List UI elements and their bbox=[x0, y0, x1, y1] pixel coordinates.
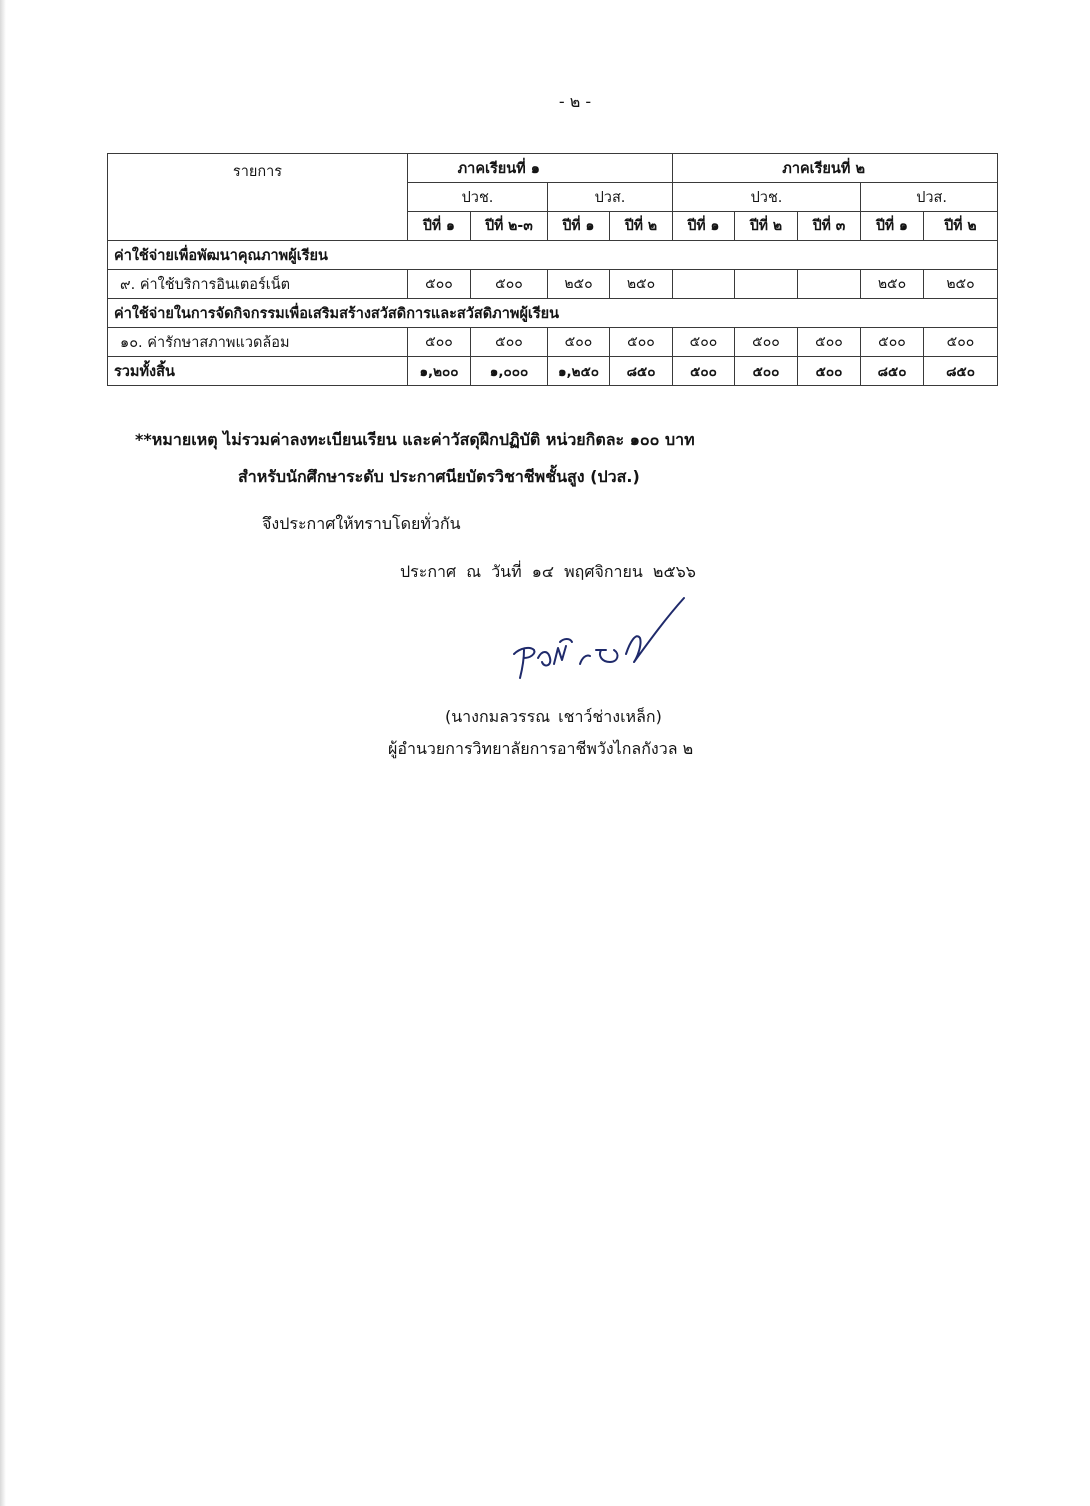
header-program-pvc-s1: ปวช. bbox=[408, 183, 548, 212]
table-cell: ๕๐๐ bbox=[548, 328, 610, 357]
table-cell: ๒๕๐ bbox=[861, 270, 924, 299]
header-year: ปีที่ ๑ bbox=[548, 212, 610, 241]
total-cell: ๕๐๐ bbox=[798, 357, 861, 386]
header-semester-2: ภาคเรียนที่ ๒ bbox=[673, 154, 998, 183]
table-cell bbox=[798, 270, 861, 299]
header-year: ปีที่ ๒ bbox=[924, 212, 998, 241]
total-cell: ๘๕๐ bbox=[861, 357, 924, 386]
table-cell: ๒๕๐ bbox=[610, 270, 673, 299]
table-cell: ๕๐๐ bbox=[471, 328, 548, 357]
closing-statement: จึงประกาศให้ทราบโดยทั่วกัน bbox=[262, 514, 461, 533]
table-cell: ๕๐๐ bbox=[408, 328, 471, 357]
total-cell: ๕๐๐ bbox=[673, 357, 735, 386]
total-cell: ๑,๒๕๐ bbox=[548, 357, 610, 386]
table-cell: ๕๐๐ bbox=[735, 328, 798, 357]
remark-line-2: สำหรับนักศึกษาระดับ ประกาศนียบัตรวิชาชีพชั้นสูง (ปวส.) bbox=[238, 467, 640, 486]
header-year: ปีที่ ๑ bbox=[673, 212, 735, 241]
header-year: ปีที่ ๓ bbox=[798, 212, 861, 241]
handwritten-signature bbox=[500, 592, 700, 682]
row-label-environment: ๑๐. ค่ารักษาสภาพแวดล้อม bbox=[108, 328, 408, 357]
header-year: ปีที่ ๒ bbox=[610, 212, 673, 241]
page-number: - ๒ - bbox=[558, 92, 592, 111]
category-row bbox=[108, 299, 998, 328]
page-edge-shadow bbox=[0, 0, 6, 1506]
header-program-pvs-s1: ปวส. bbox=[548, 183, 673, 212]
total-cell: ๑,๐๐๐ bbox=[471, 357, 548, 386]
header-item: รายการ bbox=[108, 154, 408, 241]
total-cell: ๘๕๐ bbox=[610, 357, 673, 386]
row-label-internet: ๙. ค่าใช้บริการอินเตอร์เน็ต bbox=[108, 270, 408, 299]
table-cell: ๕๐๐ bbox=[861, 328, 924, 357]
table-cell: ๕๐๐ bbox=[924, 328, 998, 357]
table-cell: ๕๐๐ bbox=[798, 328, 861, 357]
header-program-pvs-s2: ปวส. bbox=[861, 183, 998, 212]
signer-name: (นางกมลวรรณ เชาว์ช่างเหล็ก) bbox=[445, 707, 662, 726]
header-year: ปีที่ ๑ bbox=[408, 212, 471, 241]
announcement-date: ประกาศ ณ วันที่ ๑๔ พฤศจิกายน ๒๕๖๖ bbox=[400, 562, 696, 581]
table-row bbox=[108, 328, 998, 357]
table-cell bbox=[735, 270, 798, 299]
table-cell bbox=[673, 270, 735, 299]
table-cell: ๕๐๐ bbox=[471, 270, 548, 299]
header-row-semesters bbox=[108, 154, 998, 183]
table-cell: ๕๐๐ bbox=[408, 270, 471, 299]
header-program-pvc-s2: ปวช. bbox=[673, 183, 861, 212]
header-semester-1: ภาคเรียนที่ ๑ bbox=[408, 154, 673, 183]
table-cell: ๕๐๐ bbox=[673, 328, 735, 357]
table-cell: ๒๕๐ bbox=[548, 270, 610, 299]
header-year: ปีที่ ๒-๓ bbox=[471, 212, 548, 241]
table-cell: ๕๐๐ bbox=[610, 328, 673, 357]
total-cell: ๑,๒๐๐ bbox=[408, 357, 471, 386]
total-label: รวมทั้งสิ้น bbox=[108, 357, 408, 386]
table-row bbox=[108, 270, 998, 299]
total-cell: ๕๐๐ bbox=[735, 357, 798, 386]
header-year: ปีที่ ๒ bbox=[735, 212, 798, 241]
remark-line-1: **หมายเหตุ ไม่รวมค่าลงทะเบียนเรียน และค่าวัสดุฝึกปฏิบัติ หน่วยกิตละ ๑๐๐ บาท bbox=[135, 430, 695, 449]
category-quality-development: ค่าใช้จ่ายเพื่อพัฒนาคุณภาพผู้เรียน bbox=[108, 241, 998, 270]
category-row bbox=[108, 241, 998, 270]
total-cell: ๘๕๐ bbox=[924, 357, 998, 386]
fee-table bbox=[107, 153, 998, 386]
signer-title: ผู้อำนวยการวิทยาลัยการอาชีพวังไกลกังวล ๒ bbox=[388, 739, 694, 758]
header-year: ปีที่ ๑ bbox=[861, 212, 924, 241]
category-welfare-activities: ค่าใช้จ่ายในการจัดกิจกรรมเพื่อเสริมสร้างสวัสดิการและสวัสดิภาพผู้เรียน bbox=[108, 299, 998, 328]
total-row bbox=[108, 357, 998, 386]
table-cell: ๒๕๐ bbox=[924, 270, 998, 299]
